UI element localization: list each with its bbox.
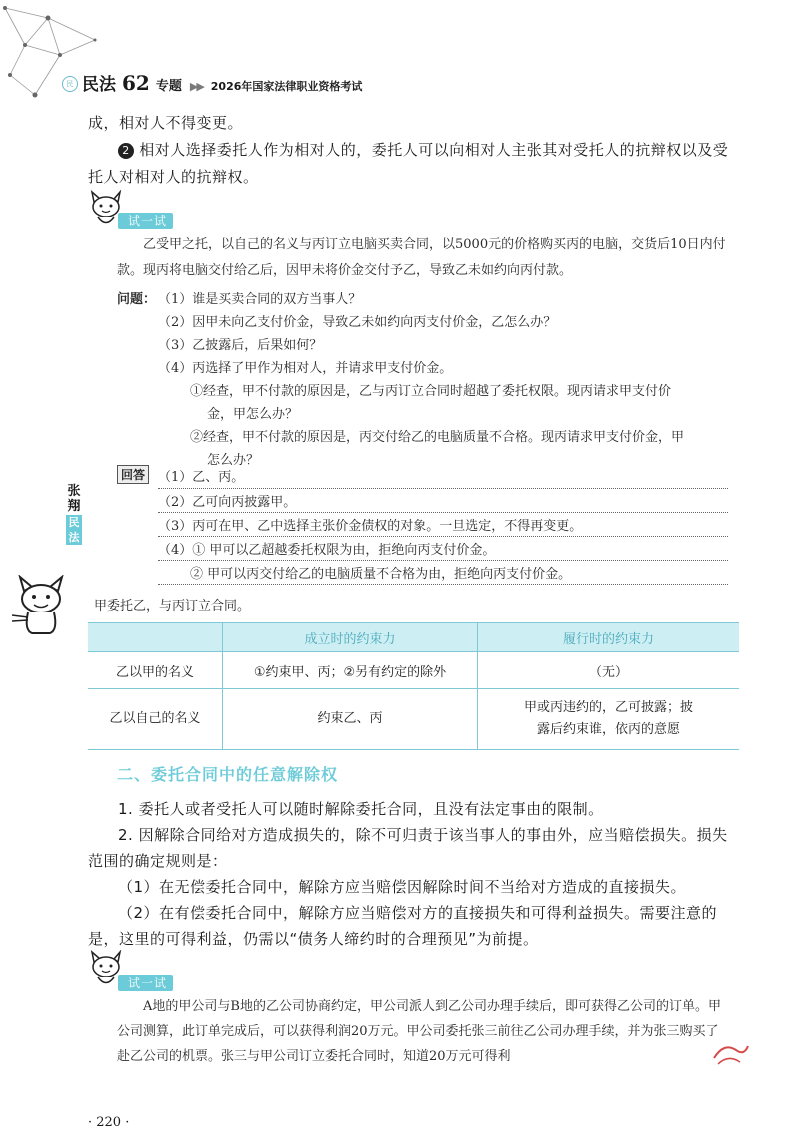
sidebar-author <box>66 484 82 545</box>
header-subject: 民法 <box>82 75 116 95</box>
intro-line: 成，相对人不得变更。 <box>88 114 244 132</box>
table-header-cell: 成立时的约束力 <box>223 623 478 652</box>
answer-3: （3）丙可在甲、乙中选择主张价金债权的对象。一旦选定，不得再变更。 <box>158 519 583 534</box>
section-heading: 二、委托合同中的任意解除权 <box>117 765 339 784</box>
answer-divider <box>158 536 728 537</box>
header-logo-icon: 民 <box>62 76 78 92</box>
table-header-cell <box>88 623 223 652</box>
try-badge-1: 试一试 <box>118 210 173 229</box>
table-title: 甲委托乙，与丙订立合同。 <box>94 599 251 614</box>
answer-divider <box>158 584 728 585</box>
question-4-1b: 金，甲怎么办？ <box>207 407 299 422</box>
table-cell: 乙以甲的名义 <box>88 652 223 689</box>
paragraph: （2）在有偿委托合同中，解除方应当赔偿对方的直接损失和可得利益损失。需要注意的是，这里的可得利益，仍需以“债务人缔约时的合理预见”为前提。 <box>88 904 718 948</box>
sidebar-subject: 民法 <box>66 515 82 545</box>
intro-item-2: 2 相对人选择委托人作为相对人的，委托人可以向相对人主张其对受托人的抗辩权以及受托人对相对人的抗辩权。 <box>88 141 729 186</box>
table-header-cell: 履行时的约束力 <box>478 623 740 652</box>
try1-scenario: 乙受甲之托，以自己的名义与丙订立电脑买卖合同，以5000元的价格购买丙的电脑，交货后10日内付款。现丙将电脑交付给乙后，因甲未将价金交付予乙，导致乙未如约向丙付款。 <box>117 237 726 278</box>
try-badge-2: 试一试 <box>118 972 173 991</box>
paragraph: 2. 因解除合同给对方造成损失的，除不可归责于该当事人的事由外，应当赔偿损失。损失范围的确定规则是： <box>88 826 728 870</box>
table-cell: （无） <box>478 652 740 689</box>
question-4: （4）丙选择了甲作为相对人，并请求甲支付价金。 <box>158 361 453 376</box>
red-stamp-icon <box>710 1038 750 1068</box>
question-2: （2）因甲未向乙支付价金，导致乙未如约向丙支付价金，乙怎么办？ <box>158 315 557 330</box>
page-header <box>82 70 362 95</box>
intro-block <box>88 110 738 191</box>
page-number: · 220 · <box>88 1115 130 1130</box>
table-row <box>88 689 739 750</box>
answer-divider <box>158 512 728 513</box>
table-cell: 约束乙、丙 <box>223 689 478 750</box>
sidebar-name: 张翔 <box>67 484 81 514</box>
mascot-cat-icon <box>10 575 72 637</box>
question-4-2b: 怎么办？ <box>207 453 260 468</box>
circled-number: 2 <box>118 143 134 159</box>
paragraph: 1. 委托人或者受托人可以随时解除委托合同，且没有法定事由的限制。 <box>118 800 604 818</box>
header-number: 62 <box>122 71 150 95</box>
answer-4-1: （4）① 甲可以乙超越委托权限为由，拒绝向丙支付价金。 <box>158 543 496 558</box>
double-arrow-icon: ▶▶ <box>189 80 203 93</box>
answer-divider <box>158 560 728 561</box>
paragraph: （1）在无偿委托合同中，解除方应当赔偿因解除时间不当给对方造成的直接损失。 <box>118 878 687 896</box>
table-cell: ①约束甲、丙；②另有约定的除外 <box>223 652 478 689</box>
answer-label: 回答 <box>117 465 149 484</box>
answer-2: （2）乙可向丙披露甲。 <box>158 495 297 510</box>
answer-1: （1）乙、丙。 <box>158 470 245 485</box>
section2-body <box>88 796 738 952</box>
header-exam-title: 2026年国家法律职业资格考试 <box>210 80 363 93</box>
table-cell: 乙以自己的名义 <box>88 689 223 750</box>
try2-scenario: A地的甲公司与B地的乙公司协商约定，甲公司派人到乙公司办理手续后，即可获得乙公司的订单。甲公司测算，此订单完成后，可以获得利润20万元。甲公司委托张三前往乙公司办理手续，并为张三购买了赴乙公司的机票。张三与甲公司订立委托合同时，知道20万元可得利 <box>117 999 721 1064</box>
answer-divider <box>158 488 728 489</box>
header-suffix: 专题 <box>155 79 182 94</box>
comparison-table <box>88 622 739 750</box>
comparison-table-block <box>88 596 739 750</box>
question-4-1a: ①经查，甲不付款的原因是，乙与丙订立合同时超越了委托权限。现丙请求甲支付价 <box>190 384 672 399</box>
table-row <box>88 652 739 689</box>
question-4-2a: ②经查，甲不付款的原因是，丙交付给乙的电脑质量不合格。现丙请求甲支付价金，甲 <box>190 430 685 445</box>
table-cell: 甲或丙违约的，乙可披露；披露后约束谁，依丙的意愿 <box>478 689 740 750</box>
answer-4-2: ② 甲可以丙交付给乙的电脑质量不合格为由，拒绝向丙支付价金。 <box>190 567 572 582</box>
questions-label: 问题： <box>117 292 157 307</box>
table-header-row <box>88 623 739 652</box>
question-3: （3）乙披露后，后果如何？ <box>158 338 323 353</box>
question-1: （1）谁是买卖合同的双方当事人？ <box>158 292 362 307</box>
